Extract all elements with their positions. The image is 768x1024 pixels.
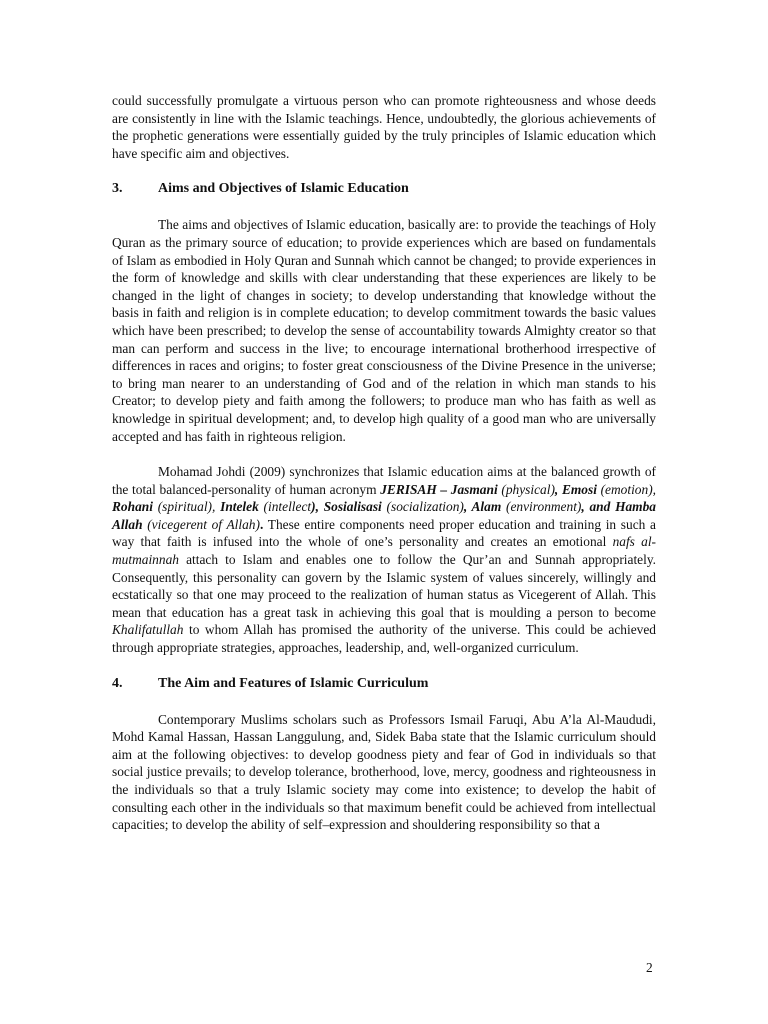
p2-period: . <box>259 516 264 532</box>
section-3-title: Aims and Objectives of Islamic Education <box>158 181 409 197</box>
term-alam: Alam <box>471 499 502 515</box>
term-nafs-al-mutmainnah: nafs al-mutmainnah <box>112 534 657 568</box>
term-emosi: Emosi <box>561 481 597 497</box>
term-hamba-allah: , and Hamba Allah <box>112 499 656 532</box>
p2-environment: (environment) <box>501 499 582 515</box>
acronym-jerisah: JERISAH – Jasmani <box>380 481 498 497</box>
section-3-number: 3. <box>112 181 123 197</box>
section-3-paragraph-2 <box>112 463 656 657</box>
term-rohani: Rohani <box>112 499 153 515</box>
section-4-heading <box>112 675 656 693</box>
p2-emotion: (emotion), <box>596 481 657 497</box>
p2-comma-3: , <box>463 499 472 515</box>
term-intelek: Intelek <box>220 499 259 515</box>
section-4-title: The Aim and Features of Islamic Curriculum <box>158 675 429 691</box>
section-4-number: 4. <box>112 675 123 691</box>
p2-comma-1: , <box>554 481 562 497</box>
term-sosialisasi: Sosialisasi <box>323 499 382 515</box>
p2-tail-text: to whom Allah has promised the authority of the universe. This could be achieved through appropriate strategies, approaches, leadership, and, well-organized curriculum. <box>112 622 656 656</box>
p2-physical: (physical) <box>497 481 555 497</box>
p2-middle-text: These entire components need proper education and training in such a way that faith is infused into the whole of one’s personality and creates an emotional <box>112 516 656 550</box>
p2-vicegerent: (vicegerent of Allah) <box>142 516 260 532</box>
p2-lead-text: Mohamad Johdi (2009) synchronizes that Islamic education aims at the balanced growth of the total balanced-personality of human acronym <box>112 464 656 497</box>
page-body <box>112 92 656 834</box>
p2-socialization: (socialization) <box>381 499 464 515</box>
p2-comma-2: ), <box>311 499 324 515</box>
intro-paragraph: could successfully promulgate a virtuous person who can promote righteousness and whose deeds are consistently in line with the Islamic teachings. Hence, undoubtedly, the glorious achievements of the prophetic generations were essentially guided by the truly principles of Islamic education which have specific aim and objectives. <box>112 93 656 161</box>
section-3-heading <box>112 180 656 198</box>
page-number: 2 <box>646 960 653 975</box>
p2-intellect: (intellect <box>258 499 312 515</box>
term-khalifatullah: Khalifatullah <box>112 622 184 638</box>
p2-after-nafs: attach to Islam and enables one to follow the Qur’an and Sunnah appropriately. Consequently, this personality can govern by the Islamic system of values sincerely, willingly and ecstatically so that one may proceed to the realization of human status as Vicegerent of Allah. This mean that education has a great task in achieving this goal that is moulding a person to become <box>112 552 656 620</box>
section-4-paragraph-1: Contemporary Muslims scholars such as Professors Ismail Faruqi, Abu A’la Al-Maududi, Mohd Kamal Hassan, Hassan Langgulung, and, Sidek Baba state that the Islamic curriculum should aim at the following objectives: to develop goodness piety and fear of God in individuals so that social justice prevails; to develop tolerance, brotherhood, love, mercy, goodness and righteousness in the individuals so that a truly Islamic society may come into existence; to develop the habit of consulting each other in the individuals so that maximum benefit could be achieved from intellectual capacities; to develop the ability of self–expression and shouldering responsibility so that a <box>112 711 656 833</box>
section-3-paragraph-1: The aims and objectives of Islamic education, basically are: to provide the teachings of Holy Quran as the primary source of education; to provide experiences which are based on fundamentals of Islam as embodied in Holy Quran and Sunnah which cannot be changed; to provide experiences in the form of knowledge and skills with clear understanding that these experiences are likely to be changed in the light of changes in society; to develop understanding that knowledge without the basis in faith and religion is in complete education; to develop commitment towards the basic values which have been prescribed; to develop the sense of accountability towards Almighty creator so that man can perform and success in the live; to encourage international brotherhood irrespective of differences in races and origins; to foster great consciousness of the Divine Presence in the universe; to bring man nearer to an understanding of God and of the relation in which man stands to his Creator; to develop piety and faith among the followers; to produce man who has faith as well as knowledge in spiritual development; and, to develop high quality of a good man who are universally accepted and has faith in righteous religion. <box>112 217 656 444</box>
p2-spiritual: (spiritual), <box>152 499 221 515</box>
